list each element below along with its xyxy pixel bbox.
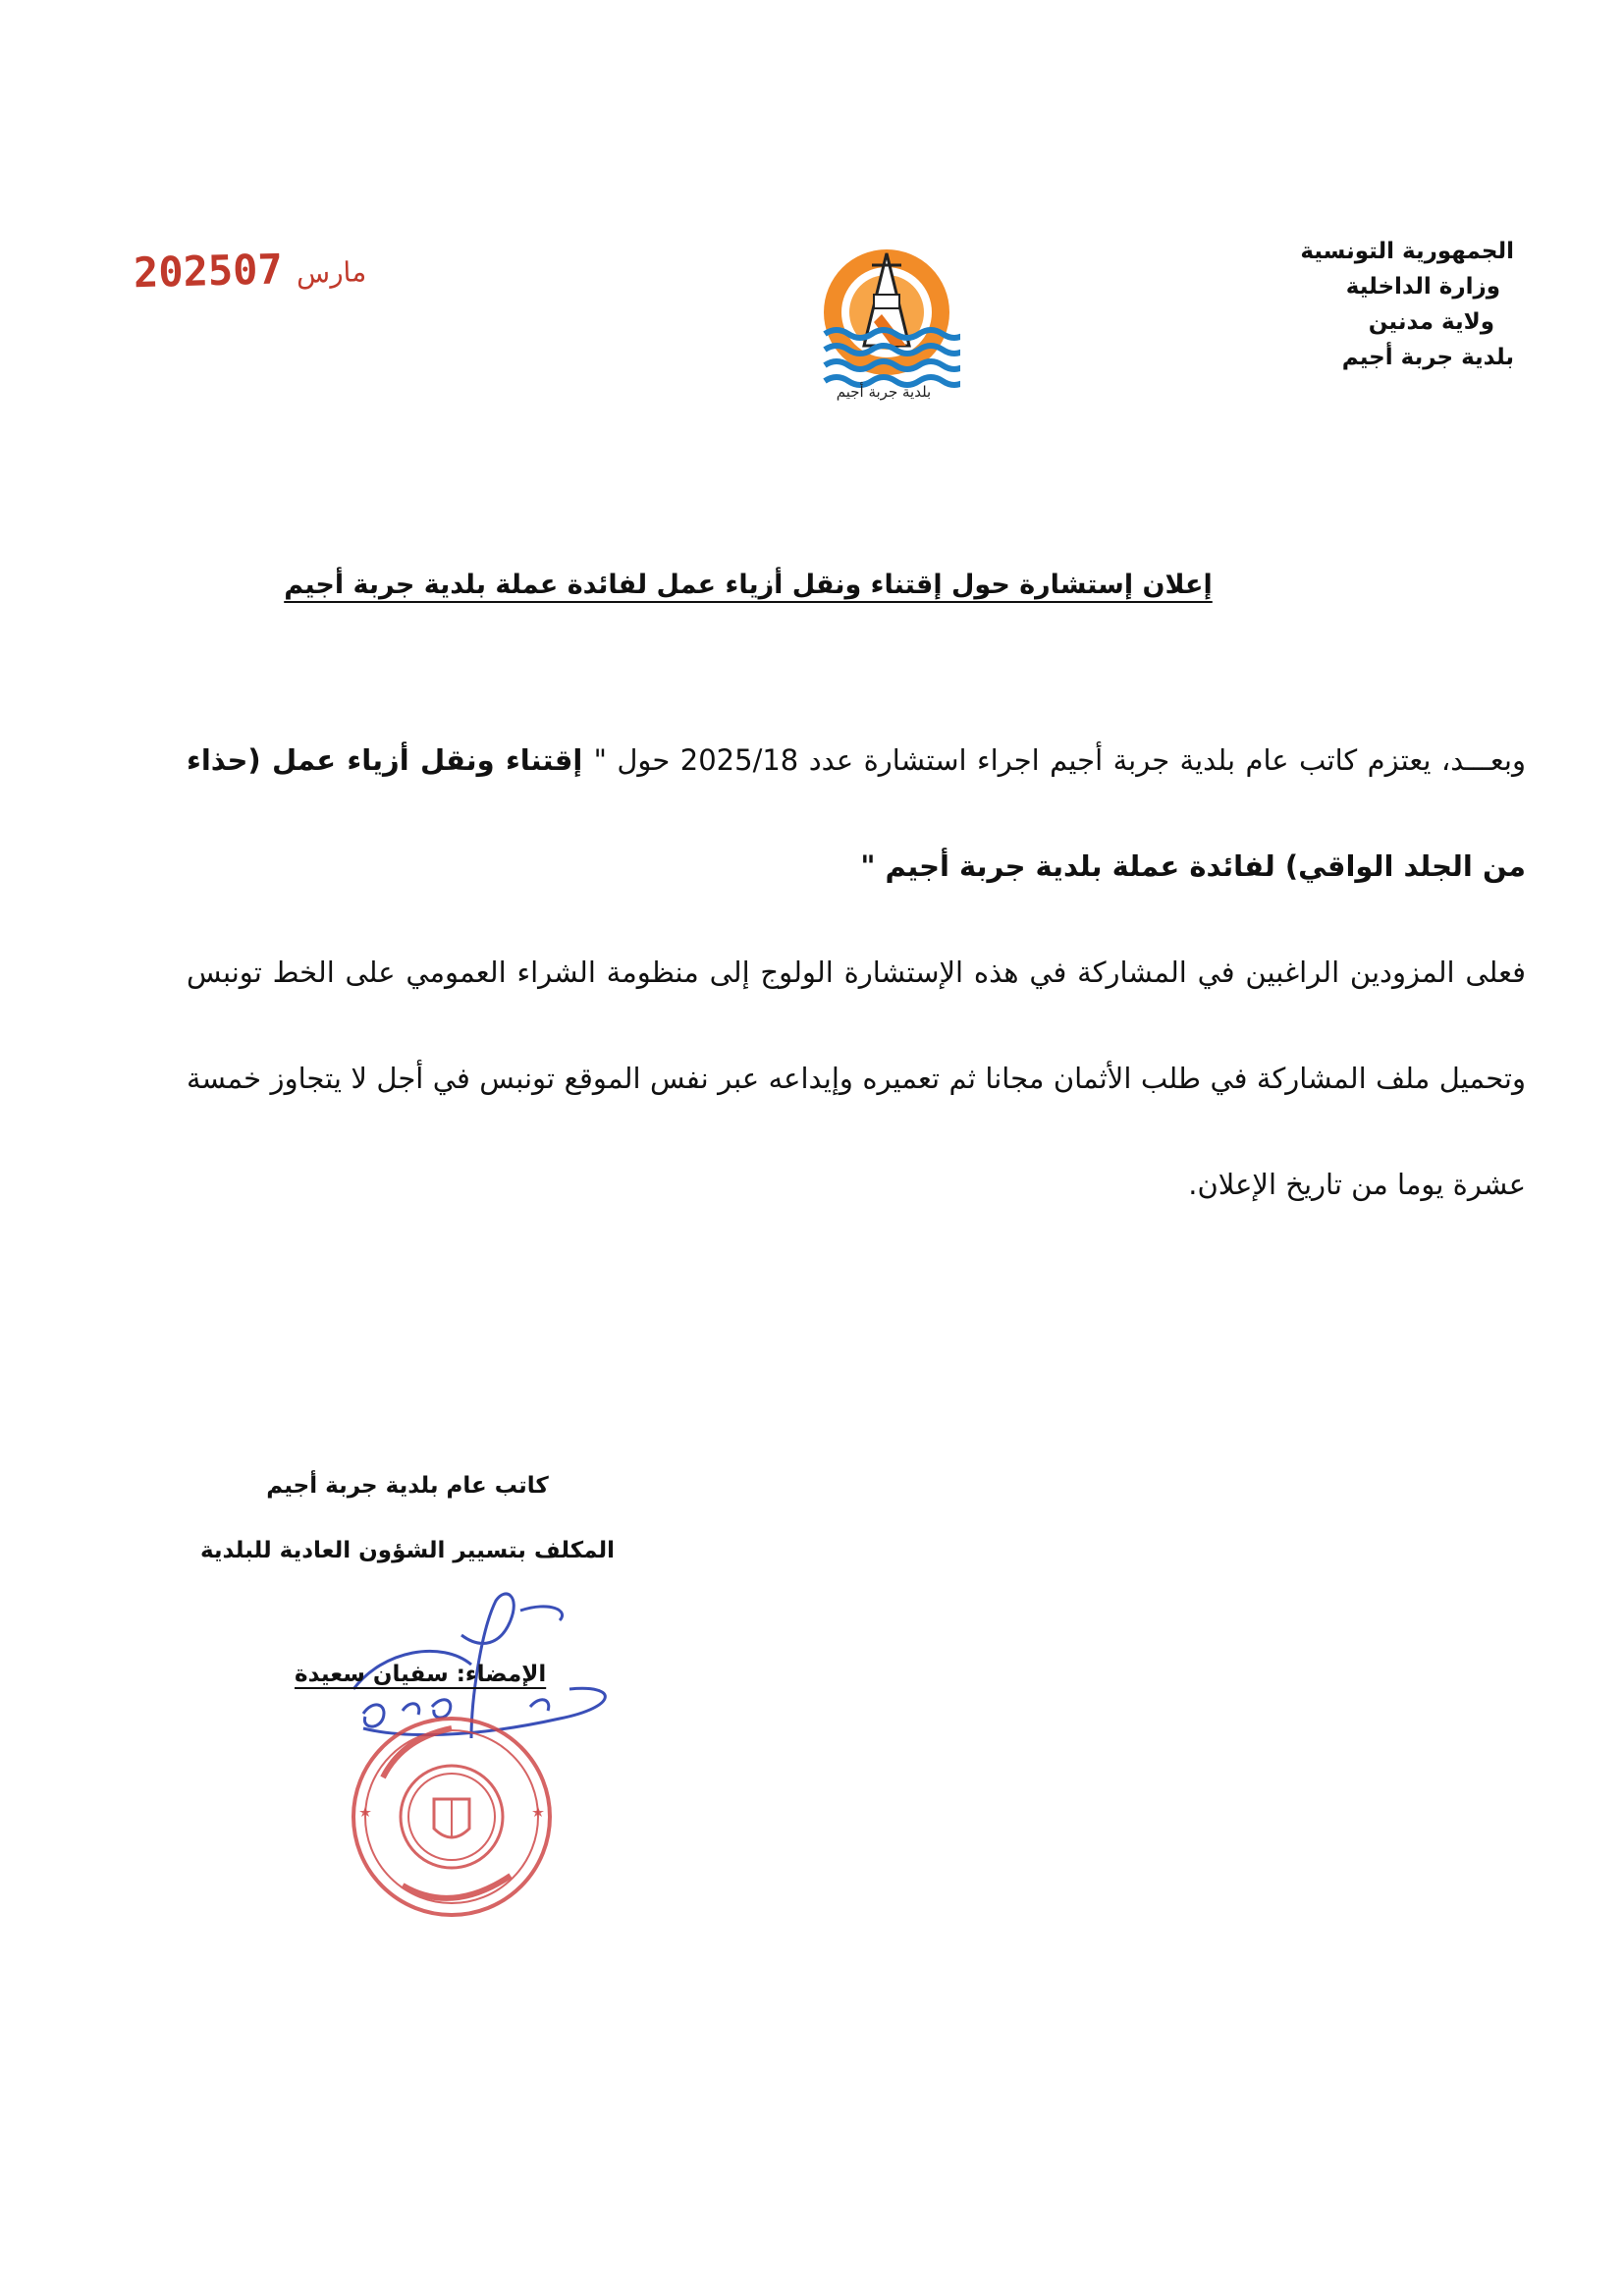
signatory-role: المكلف بتسيير الشؤون العادية للبلدية (199, 1538, 616, 1563)
date-stamp-month: مارس (296, 255, 367, 290)
letterhead-country: الجمهورية التونسية (1300, 239, 1514, 264)
letterhead-governorate: ولاية مدنين (1368, 309, 1494, 335)
date-stamp-day: 07 (232, 245, 284, 295)
body-paragraph-2: فعلى المزودين الراغبين في المشاركة في هذه الإستشارة الولوج إلى منظومة الشراء العمومي على الخط تونبس وتحميل ملف المشاركة في طلب الأثمان مجانا ثم تعميره وإيداعه عبر نفس الموقع تونبس في أجل لا يتجاوز خمسة عشرة يوما من تاريخ الإعلان. (187, 956, 1526, 1201)
body-paragraph-1 (187, 707, 1526, 919)
document-title: إعلان إستشارة حول إقتناء ونقل أزياء عمل لفائدة عملة بلدية جربة أجيم (284, 570, 1213, 600)
signatory-block (177, 1453, 638, 1583)
signatory-name: الإمضاء: سفيان سعيدة (295, 1662, 547, 1687)
body-paragraph-1-bold: إقتناء ونقل أزياء عمل (حذاء من الجلد الواقي) لفائدة عملة بلدية جربة أجيم " (187, 743, 1526, 883)
logo-caption: بلدية جربة أجيم (836, 383, 932, 401)
body-paragraph-1-plain: وبعـــد، يعتزم كاتب عام بلدية جربة أجيم اجراء استشارة عدد 2025/18 حول " (593, 743, 1526, 777)
signatory-title: كاتب عام بلدية جربة أجيم (266, 1473, 549, 1499)
letterhead-municipality: بلدية جربة أجيم (1341, 345, 1514, 370)
official-seal-icon (344, 1709, 560, 1925)
letterhead (1300, 234, 1514, 375)
date-stamp-year: 2025 (133, 246, 234, 298)
document-body (187, 707, 1526, 1237)
letterhead-ministry: وزارة الداخلية (1345, 274, 1500, 300)
date-stamp (133, 243, 380, 298)
